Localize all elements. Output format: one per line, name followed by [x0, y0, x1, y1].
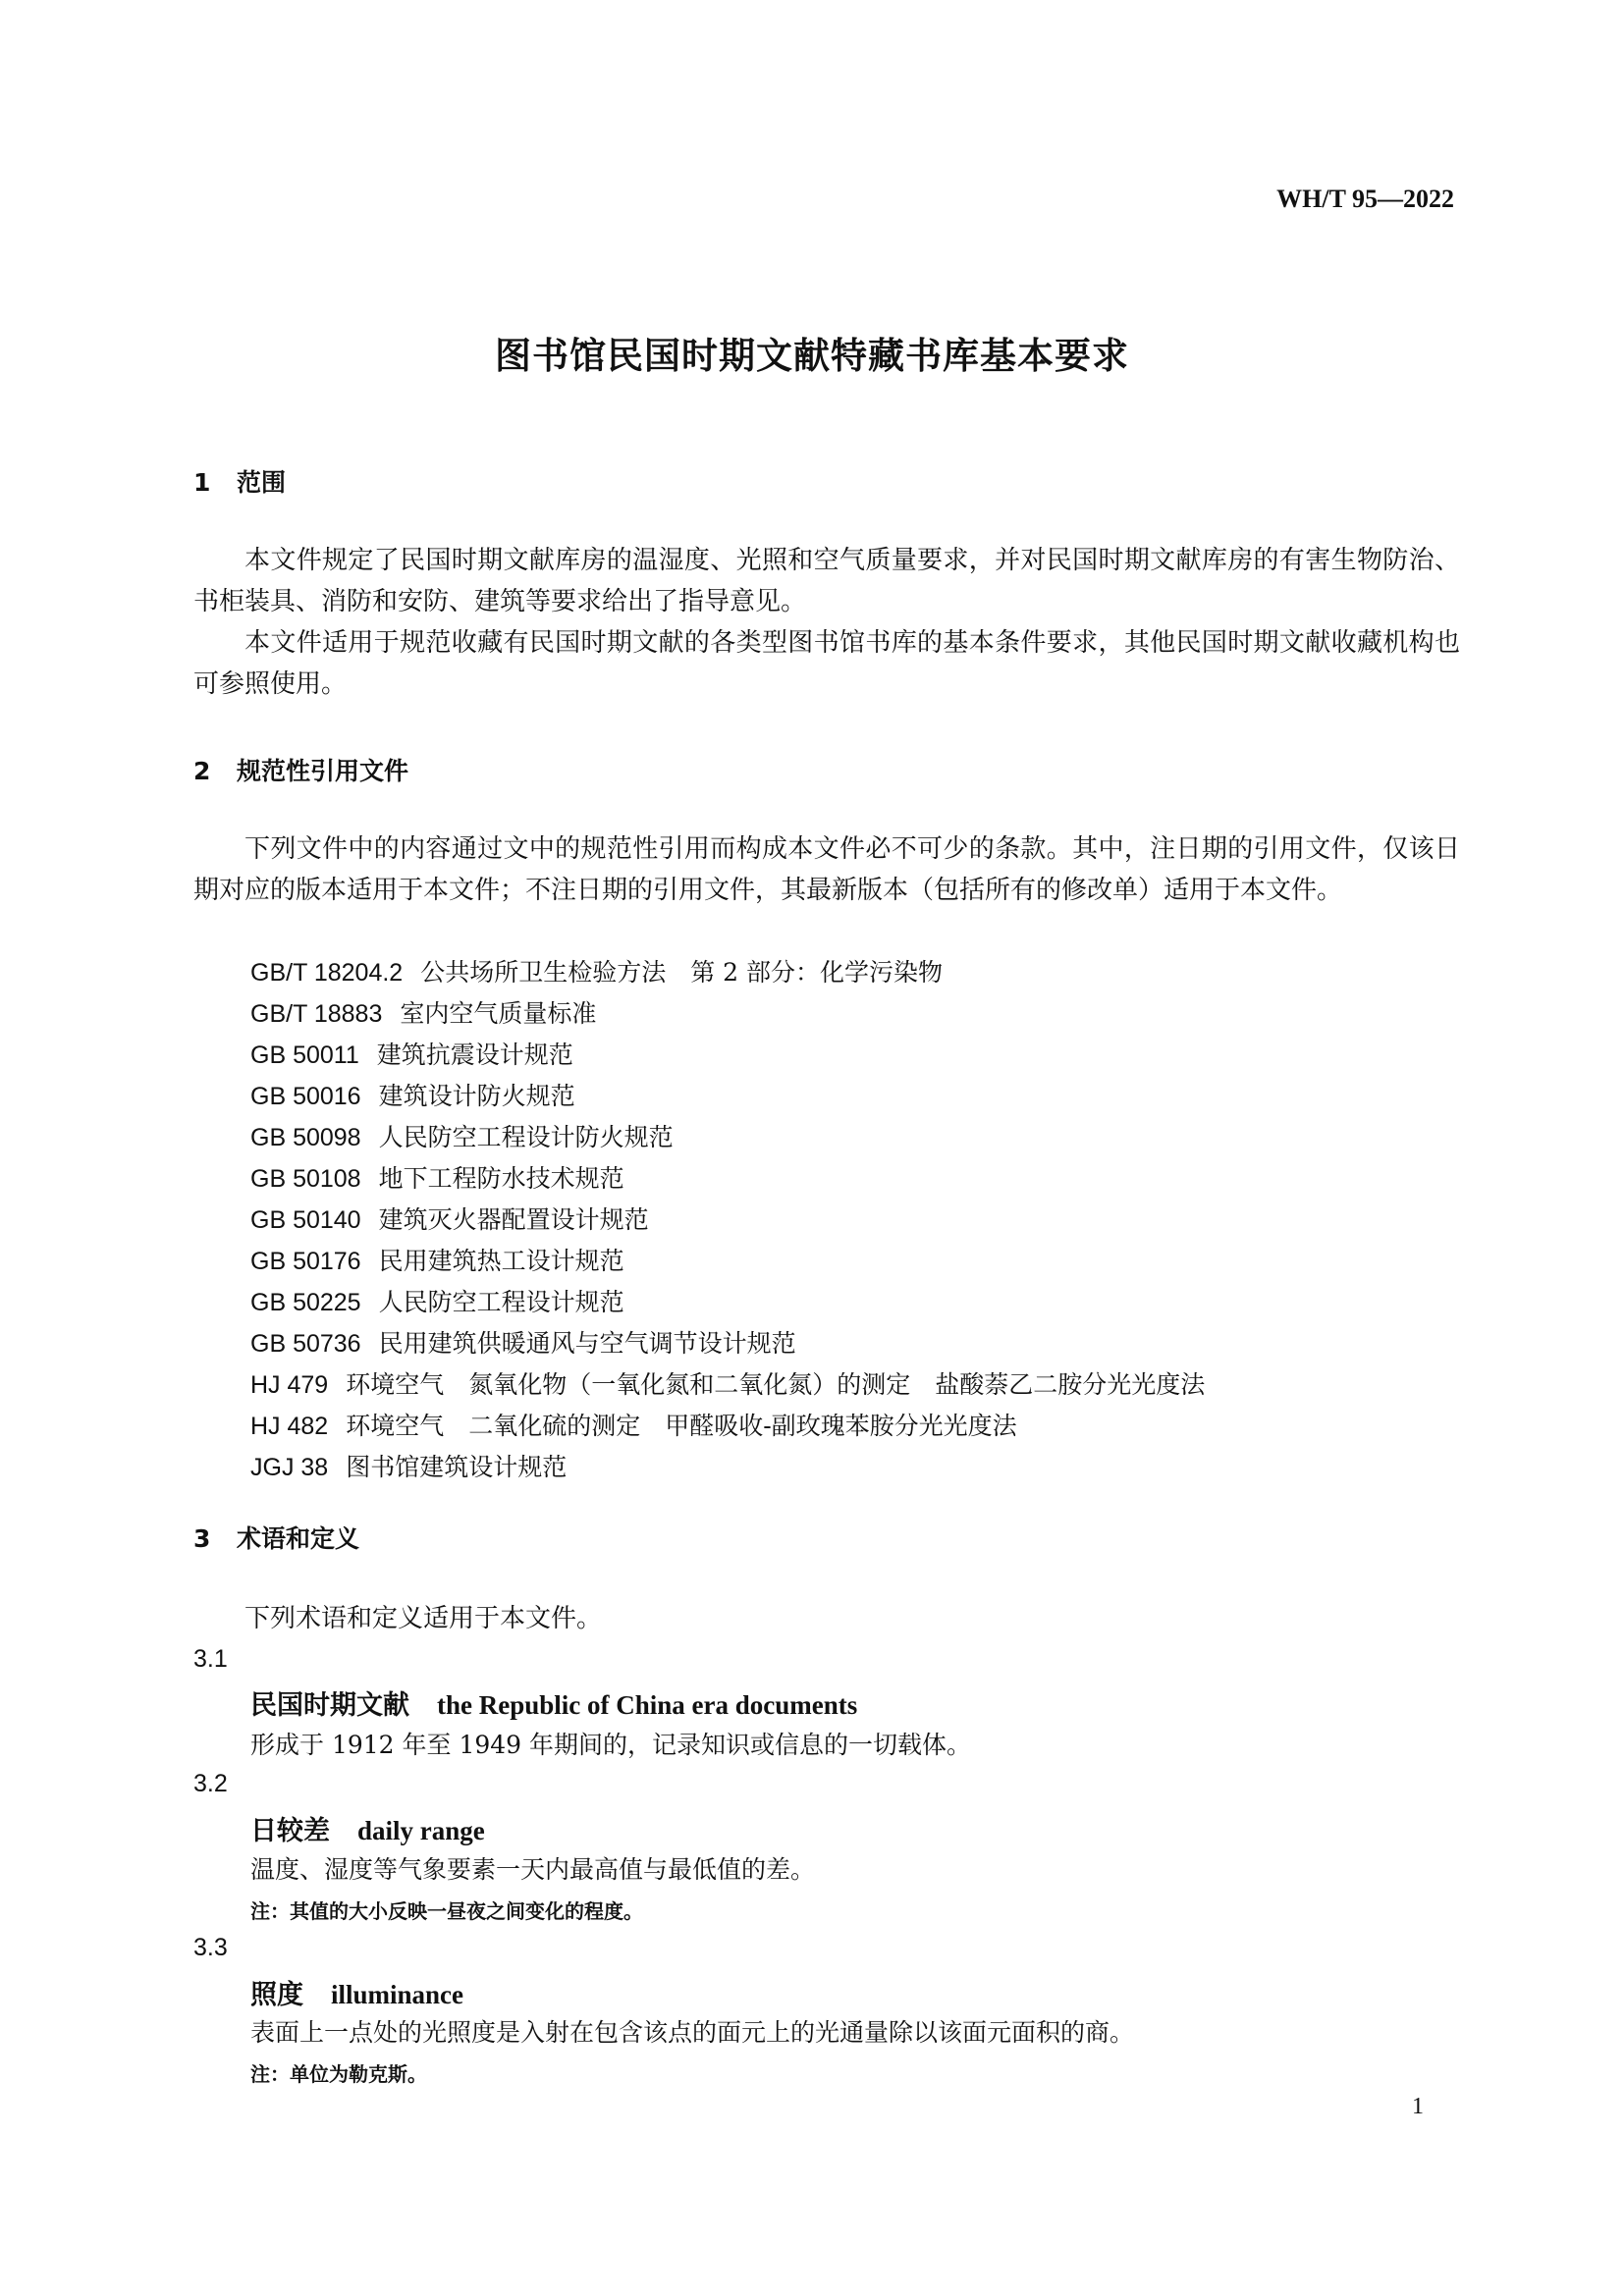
reference-item [250, 952, 1205, 993]
reference-code: GB/T 18204.2 [250, 959, 404, 987]
reference-title: 公共场所卫生检验方法 第 2 部分：化学污染物 [420, 958, 944, 987]
reference-item [250, 1035, 1205, 1076]
reference-item [250, 1447, 1205, 1488]
term-heading [250, 1973, 463, 2011]
section-number: 2 [193, 757, 211, 785]
reference-title: 地下工程防水技术规范 [378, 1164, 624, 1193]
reference-item [250, 1076, 1205, 1117]
term-chinese: 照度 [250, 1980, 303, 2010]
term-note: 注：单位为勒克斯。 [250, 2062, 427, 2086]
reference-item [250, 1158, 1205, 1200]
reference-title: 图书馆建筑设计规范 [346, 1453, 568, 1481]
reference-code: GB/T 18883 [250, 1000, 383, 1028]
reference-title: 建筑灭火器配置设计规范 [378, 1205, 649, 1234]
section-number: 3 [193, 1524, 211, 1553]
document-title: 图书馆民国时期文献特藏书库基本要求 [495, 335, 1129, 377]
term-english: illuminance [331, 1980, 464, 2009]
section-title: 术语和定义 [237, 1524, 360, 1553]
term-definition: 表面上一点处的光照度是入射在包含该点的面元上的光通量除以该面元面积的商。 [250, 2018, 1135, 2047]
reference-title: 民用建筑供暖通风与空气调节设计规范 [378, 1329, 796, 1358]
reference-title: 民用建筑热工设计规范 [378, 1247, 624, 1275]
reference-code: GB 50011 [250, 1041, 359, 1069]
reference-code: GB 50098 [250, 1124, 361, 1151]
reference-code: GB 50108 [250, 1165, 361, 1193]
term-definition: 温度、湿度等气象要素一天内最高值与最低值的差。 [250, 1855, 816, 1884]
reference-item [250, 1364, 1205, 1406]
term-english: daily range [357, 1816, 485, 1845]
scope-paragraph-1: 本文件规定了民国时期文献库房的温湿度、光照和空气质量要求，并对民国时期文献库房的有害生物防治、书柜装具、消防和安防、建筑等要求给出了指导意见。 [193, 546, 1460, 616]
term-chinese: 民国时期文献 [250, 1690, 409, 1721]
reference-code: GB 50140 [250, 1206, 361, 1234]
section-number: 1 [193, 468, 211, 497]
reference-title: 建筑设计防火规范 [378, 1082, 575, 1110]
term-note: 注：其值的大小反映一昼夜之间变化的程度。 [250, 1899, 643, 1923]
term-english: the Republic of China era documents [437, 1690, 858, 1720]
reference-item [250, 1406, 1205, 1447]
reference-code: GB 50736 [250, 1330, 361, 1358]
term-chinese: 日较差 [250, 1816, 330, 1846]
reference-item [250, 993, 1205, 1035]
reference-list [250, 952, 1205, 1488]
reference-item [250, 1241, 1205, 1282]
term-heading [250, 1809, 485, 1847]
reference-title: 人民防空工程设计规范 [378, 1288, 624, 1316]
terms-intro: 下列术语和定义适用于本文件。 [244, 1604, 603, 1633]
reference-code: GB 50176 [250, 1248, 361, 1275]
section-heading-terms [193, 1520, 359, 1555]
reference-title: 环境空气 氮氧化物（一氧化氮和二氧化氮）的测定 盐酸萘乙二胺分光光度法 [346, 1370, 1206, 1399]
reference-title: 建筑抗震设计规范 [376, 1041, 573, 1069]
page-number: 1 [1412, 2094, 1424, 2119]
reference-code: HJ 479 [250, 1371, 329, 1399]
term-number: 3.2 [193, 1770, 228, 1797]
scope-paragraph-2: 本文件适用于规范收藏有民国时期文献的各类型图书馆书库的基本条件要求，其他民国时期文献收藏机构也可参照使用。 [193, 628, 1460, 699]
section-title: 范围 [237, 468, 287, 497]
reference-item [250, 1117, 1205, 1158]
reference-title: 环境空气 二氧化硫的测定 甲醛吸收-副玫瑰苯胺分光光度法 [346, 1412, 1017, 1440]
reference-code: HJ 482 [250, 1413, 329, 1440]
section-heading-scope [193, 463, 286, 499]
normative-intro: 下列文件中的内容通过文中的规范性引用而构成本文件必不可少的条款。其中，注日期的引用文件，仅该日期对应的版本适用于本文件；不注日期的引用文件，其最新版本（包括所有的修改单）适用于本文件。 [193, 834, 1460, 905]
term-number: 3.3 [193, 1934, 228, 1961]
reference-code: GB 50225 [250, 1289, 361, 1316]
section-heading-normative [193, 752, 408, 787]
reference-title: 室内空气质量标准 [400, 999, 597, 1028]
term-number: 3.1 [193, 1645, 228, 1673]
reference-item [250, 1282, 1205, 1323]
reference-item [250, 1323, 1205, 1364]
reference-item [250, 1200, 1205, 1241]
term-definition: 形成于 1912 年至 1949 年期间的，记录知识或信息的一切载体。 [250, 1731, 972, 1759]
reference-code: JGJ 38 [250, 1454, 329, 1481]
reference-code: GB 50016 [250, 1083, 361, 1110]
reference-title: 人民防空工程设计防火规范 [378, 1123, 674, 1151]
term-heading [250, 1683, 857, 1722]
standard-code: WH/T 95—2022 [1276, 185, 1454, 213]
section-title: 规范性引用文件 [237, 757, 409, 785]
